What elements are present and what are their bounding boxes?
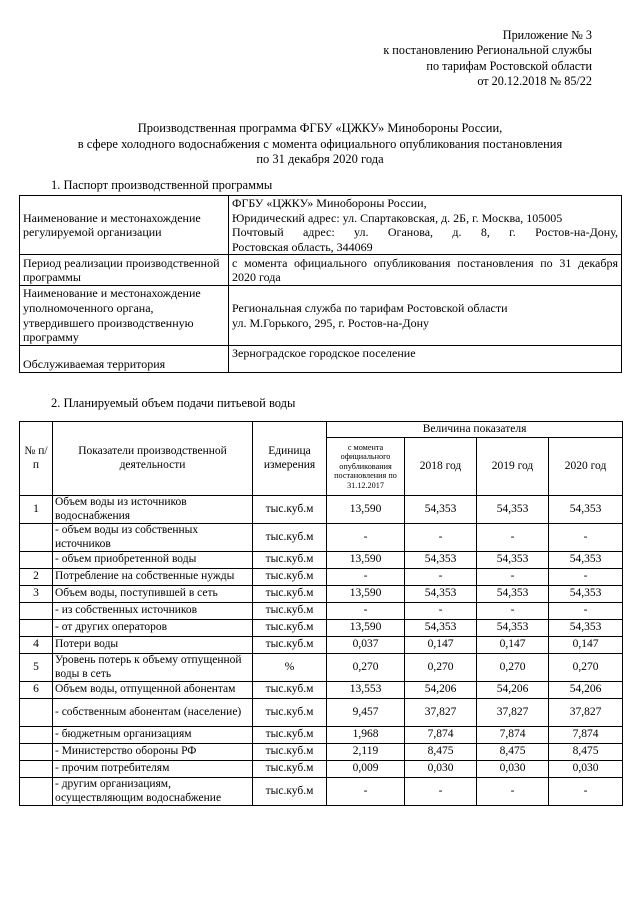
row-value: -	[405, 778, 477, 806]
row-value: -	[477, 569, 549, 586]
row-value: 8,475	[549, 744, 623, 761]
row-value: 54,206	[477, 682, 549, 699]
row-value: 0,030	[405, 761, 477, 778]
row-value: 0,009	[327, 761, 405, 778]
row-value: 0,030	[549, 761, 623, 778]
table-row	[20, 569, 623, 586]
title-line: в сфере холодного водоснабжения с момента официального опубликования постановления	[77, 136, 563, 151]
document-title	[20, 121, 620, 168]
row-value: 54,353	[477, 496, 549, 524]
row-unit: тыс.куб.м	[253, 586, 327, 603]
row-indicator: - Министерство обороны РФ	[53, 744, 253, 761]
row-value: 0,270	[477, 654, 549, 682]
header-year-2019: 2019 год	[477, 438, 549, 496]
passport-value-line: ФГБУ «ЦЖКУ» Минобороны России,	[232, 196, 427, 210]
passport-value-line: Региональная служба по тарифам Ростовской области	[232, 300, 508, 315]
row-value: -	[549, 569, 623, 586]
row-value: -	[405, 569, 477, 586]
row-value: 9,457	[327, 699, 405, 727]
row-value: -	[327, 603, 405, 620]
row-indicator: - другим организациям, осуществляющим водоснабжение	[53, 778, 253, 806]
row-number	[20, 524, 53, 552]
volume-table	[19, 421, 623, 806]
table-row	[20, 761, 623, 778]
row-value: 54,353	[477, 552, 549, 569]
table-row	[20, 586, 623, 603]
row-unit: тыс.куб.м	[253, 637, 327, 654]
row-number	[20, 778, 53, 806]
row-value: 0,147	[477, 637, 549, 654]
row-value: 13,590	[327, 552, 405, 569]
header-indicator: Показатели производственной деятельности	[53, 422, 253, 496]
table-row	[20, 727, 623, 744]
row-value: 54,353	[477, 620, 549, 637]
passport-value-line: ул. М.Горького, 295, г. Ростов-на-Дону	[232, 315, 429, 330]
row-number	[20, 552, 53, 569]
table-row	[20, 620, 623, 637]
row-value: -	[405, 524, 477, 552]
row-value: 1,968	[327, 727, 405, 744]
table-row	[20, 496, 623, 524]
row-value: 54,353	[405, 586, 477, 603]
row-indicator: Объем воды, поступившей в сеть	[53, 586, 253, 603]
title-line: Производственная программа ФГБУ «ЦЖКУ» Минобороны России,	[137, 121, 503, 135]
row-number	[20, 761, 53, 778]
table-row	[20, 699, 623, 727]
row-value: 13,553	[327, 682, 405, 699]
row-value: 54,353	[549, 586, 623, 603]
header-year-2020: 2020 год	[549, 438, 623, 496]
row-unit: тыс.куб.м	[253, 778, 327, 806]
row-number	[20, 603, 53, 620]
row-value: 0,030	[477, 761, 549, 778]
header-num: № п/п	[20, 422, 53, 496]
row-unit: тыс.куб.м	[253, 603, 327, 620]
row-value: 8,475	[405, 744, 477, 761]
section-heading-volume: 2. Планируемый объем подачи питьевой воды	[51, 396, 296, 410]
row-value: 2,119	[327, 744, 405, 761]
header-value-group: Величина показателя	[327, 422, 623, 438]
row-number: 1	[20, 496, 53, 524]
passport-label: Обслуживаемая территория	[20, 345, 229, 372]
row-number	[20, 620, 53, 637]
row-number: 6	[20, 682, 53, 699]
row-value: 0,147	[405, 637, 477, 654]
row-indicator: - прочим потребителям	[53, 761, 253, 778]
row-number	[20, 727, 53, 744]
row-indicator: - от других операторов	[53, 620, 253, 637]
table-row	[20, 682, 623, 699]
passport-value-line: Почтовый адрес: ул. Оганова, д. 8, г. Ростов-на-Дону,	[232, 225, 618, 240]
table-row	[20, 552, 623, 569]
section-heading-passport: 1. Паспорт производственной программы	[51, 178, 273, 192]
row-value: 7,874	[477, 727, 549, 744]
header-year-2018: 2018 год	[405, 438, 477, 496]
row-unit: %	[253, 654, 327, 682]
row-indicator: Потери воды	[53, 637, 253, 654]
row-number: 5	[20, 654, 53, 682]
appendix-line: к постановлению Региональной службы	[383, 43, 592, 58]
row-value: 8,475	[477, 744, 549, 761]
row-indicator: - объем приобретенной воды	[53, 552, 253, 569]
row-value: 54,206	[405, 682, 477, 699]
row-value: 13,590	[327, 620, 405, 637]
passport-value	[229, 286, 622, 345]
row-indicator: Уровень потерь к объему отпущенной воды в сеть	[53, 654, 253, 682]
row-value: 54,353	[405, 496, 477, 524]
row-number: 2	[20, 569, 53, 586]
row-value: 54,353	[405, 620, 477, 637]
row-value: 54,353	[405, 552, 477, 569]
appendix-line: по тарифам Ростовской области	[426, 58, 592, 73]
row-value: -	[549, 603, 623, 620]
passport-value	[229, 196, 622, 255]
row-value: 37,827	[549, 699, 623, 727]
row-value: 0,270	[405, 654, 477, 682]
row-value: -	[549, 778, 623, 806]
row-indicator: - из собственных источников	[53, 603, 253, 620]
table-row	[20, 778, 623, 806]
row-value: -	[477, 524, 549, 552]
table-row	[20, 524, 623, 552]
passport-value: с момента официального опубликования постановления по 31 декабря 2020 года	[229, 255, 622, 286]
row-value: 54,206	[549, 682, 623, 699]
row-value: 54,353	[549, 620, 623, 637]
row-value: -	[549, 524, 623, 552]
row-number	[20, 699, 53, 727]
row-value: 0,037	[327, 637, 405, 654]
row-unit: тыс.куб.м	[253, 761, 327, 778]
table-row	[20, 603, 623, 620]
row-value: 0,147	[549, 637, 623, 654]
row-unit: тыс.куб.м	[253, 552, 327, 569]
row-indicator: Объем воды, отпущенной абонентам	[53, 682, 253, 699]
row-unit: тыс.куб.м	[253, 524, 327, 552]
row-indicator: - собственным абонентам (население)	[53, 699, 253, 727]
row-value: -	[405, 603, 477, 620]
row-indicator: - бюджетным организациям	[53, 727, 253, 744]
row-value: 7,874	[549, 727, 623, 744]
row-value: 7,874	[405, 727, 477, 744]
row-value: 13,590	[327, 496, 405, 524]
row-number: 4	[20, 637, 53, 654]
row-number	[20, 744, 53, 761]
row-unit: тыс.куб.м	[253, 744, 327, 761]
row-value: -	[327, 524, 405, 552]
row-value: -	[327, 569, 405, 586]
row-value: 0,270	[549, 654, 623, 682]
row-unit: тыс.куб.м	[253, 727, 327, 744]
passport-label: Наименование и местонахождение регулируемой организации	[20, 196, 229, 255]
row-unit: тыс.куб.м	[253, 569, 327, 586]
table-row	[20, 637, 623, 654]
row-value: -	[327, 778, 405, 806]
passport-label: Наименование и местонахождение уполномоченного органа, утвердившего производственную программу	[20, 286, 229, 345]
title-line: по 31 декабря 2020 года	[256, 152, 384, 166]
appendix-block	[292, 28, 592, 90]
row-value: 13,590	[327, 586, 405, 603]
appendix-line: от 20.12.2018 № 85/22	[477, 74, 592, 89]
row-number: 3	[20, 586, 53, 603]
row-indicator: - объем воды из собственных источников	[53, 524, 253, 552]
row-indicator: Объем воды из источников водоснабжения	[53, 496, 253, 524]
passport-table	[19, 195, 622, 373]
table-row	[20, 654, 623, 682]
header-period-initial: с момента официального опубликования постановления по 31.12.2017	[327, 438, 405, 496]
row-value: 54,353	[549, 496, 623, 524]
row-unit: тыс.куб.м	[253, 620, 327, 637]
row-value: -	[477, 603, 549, 620]
row-value: 0,270	[327, 654, 405, 682]
row-indicator: Потребление на собственные нужды	[53, 569, 253, 586]
row-value: 37,827	[477, 699, 549, 727]
volume-table-body	[20, 496, 623, 806]
row-value: -	[477, 778, 549, 806]
row-unit: тыс.куб.м	[253, 682, 327, 699]
row-value: 37,827	[405, 699, 477, 727]
passport-value-line: Юридический адрес: ул. Спартаковская, д. 2Б, г. Москва, 105005	[232, 210, 563, 225]
passport-label: Период реализации производственной программы	[20, 255, 229, 286]
row-unit: тыс.куб.м	[253, 699, 327, 727]
passport-value: Зерноградское городское поселение	[229, 345, 622, 372]
appendix-line: Приложение № 3	[502, 28, 592, 42]
header-unit: Единица измерения	[253, 422, 327, 496]
row-value: 54,353	[477, 586, 549, 603]
row-unit: тыс.куб.м	[253, 496, 327, 524]
table-row	[20, 744, 623, 761]
passport-value-line: Ростовская область, 344069	[232, 239, 373, 254]
row-value: 54,353	[549, 552, 623, 569]
